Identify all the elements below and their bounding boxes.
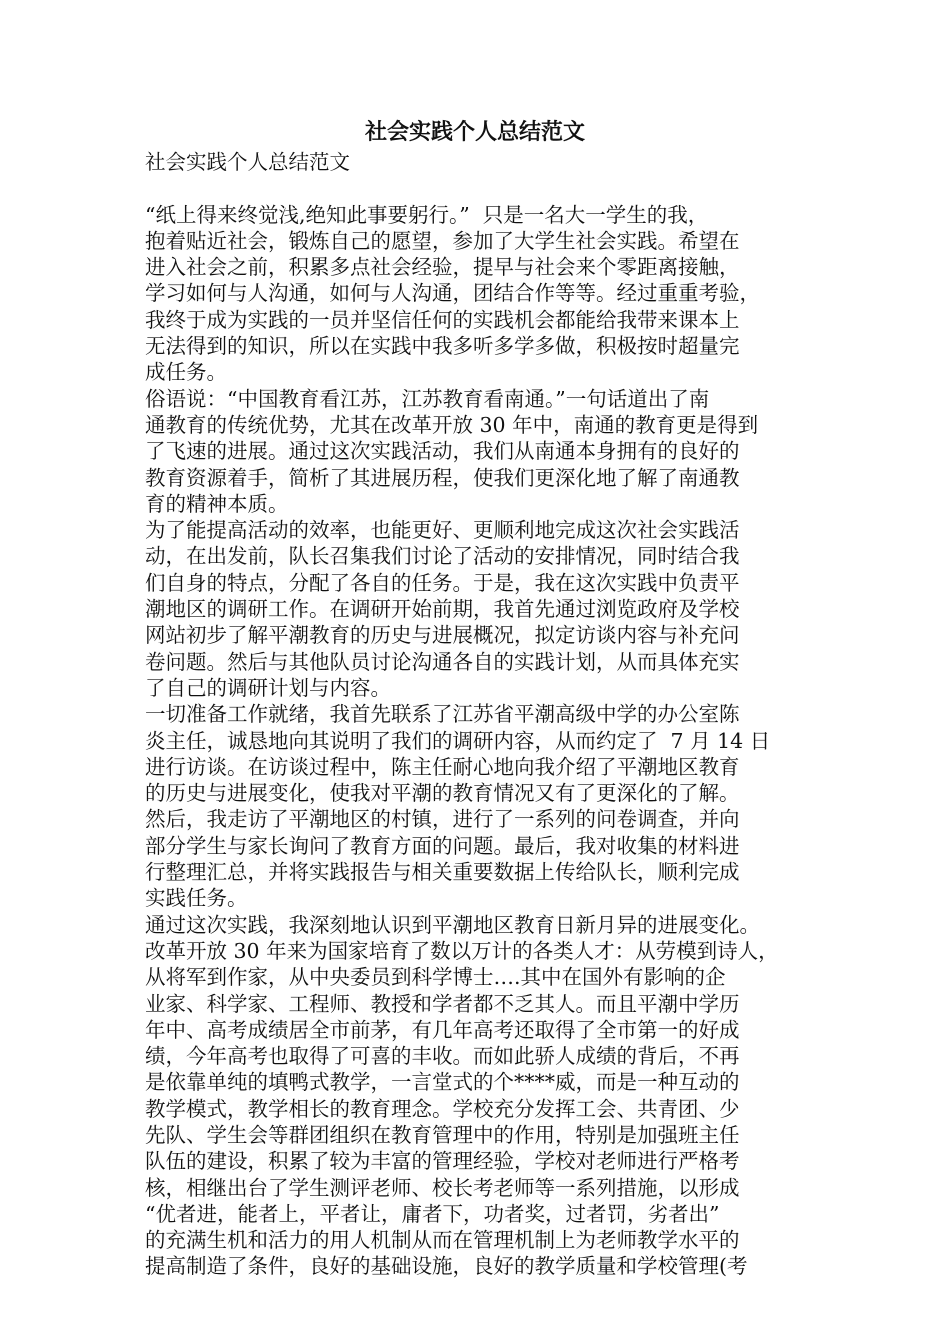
paragraph-line: 抱着贴近社会，锻炼自己的愿望，参加了大学生社会实践。希望在 <box>145 228 740 253</box>
paragraph-line: 的充满生机和活力的用人机制从而在管理机制上为老师教学水平的 <box>145 1228 740 1253</box>
paragraph-line: 网站初步了解平潮教育的历史与进展概况，拟定访谈内容与补充问 <box>145 623 740 648</box>
paragraph-line: 无法得到的知识，所以在实践中我多听多学多做，积极按时超量完 <box>145 334 740 359</box>
paragraph <box>145 912 815 1280</box>
paragraph-line: 俗语说：“中国教育看江苏，江苏教育看南通。”一句话道出了南 <box>145 386 710 411</box>
paragraph-line: 部分学生与家长询问了教育方面的问题。最后，我对收集的材料进 <box>145 833 740 858</box>
paragraph-line: 我终于成为实践的一员并坚信任何的实践机会都能给我带来课本上 <box>145 307 740 332</box>
paragraph-line: 从将军到作家，从中央委员到科学博士….其中在国外有影响的企 <box>145 965 726 990</box>
paragraph-line: 年中、高考成绩居全市前茅，有几年高考还取得了全市第一的好成 <box>145 1017 740 1042</box>
paragraph-line: 卷问题。然后与其他队员讨论沟通各自的实践计划，从而具体充实 <box>145 649 740 674</box>
paragraph-line: 炎主任，诚恳地向其说明了我们的调研内容，从而约定了 7 月 14 日 <box>145 728 771 753</box>
paragraph <box>145 386 815 517</box>
paragraph-line: 核，相继出台了学生测评老师、校长考老师等一系列措施，以形成 <box>145 1175 740 1200</box>
paragraph-line: 动，在出发前，队长召集我们讨论了活动的安排情况，同时结合我 <box>145 544 740 569</box>
paragraph-line: 为了能提高活动的效率，也能更好、更顺利地完成这次社会实践活 <box>145 518 740 543</box>
paragraph-line: 进入社会之前，积累多点社会经验，提早与社会来个零距离接触， <box>145 255 740 280</box>
paragraph-line: 提高制造了条件，良好的基础设施，良好的教学质量和学校管理(考 <box>145 1254 748 1279</box>
paragraph-line: 育的精神本质。 <box>145 491 289 516</box>
paragraph-line: “纸上得来终觉浅,绝知此事要躬行。” 只是一名大一学生的我， <box>145 202 709 227</box>
paragraph-line: 业家、科学家、工程师、教授和学者都不乏其人。而且平潮中学历 <box>145 991 740 1016</box>
paragraph <box>145 202 815 386</box>
paragraph-line: 潮地区的调研工作。在调研开始前期，我首先通过浏览政府及学校 <box>145 597 740 622</box>
paragraph-line: 是依靠单纯的填鸭式教学，一言堂式的个****威，而是一种互动的 <box>145 1070 740 1095</box>
blank-line <box>145 175 815 201</box>
document-body <box>145 149 815 1280</box>
paragraph-line: 一切准备工作就绪，我首先联系了江苏省平潮高级中学的办公室陈 <box>145 702 740 727</box>
paragraph-line: 们自身的特点，分配了各自的任务。于是，我在这次实践中负责平 <box>145 570 740 595</box>
paragraph-line: 教学模式，教学相长的教育理念。学校充分发挥工会、共青团、少 <box>145 1096 740 1121</box>
paragraph-line: 进行访谈。在访谈过程中，陈主任耐心地向我介绍了平潮地区教育 <box>145 754 740 779</box>
paragraph <box>145 701 815 911</box>
paragraph-line: 学习如何与人沟通，如何与人沟通，团结合作等等。经过重重考验， <box>145 281 760 306</box>
paragraph-line: 改革开放 30 年来为国家培育了数以万计的各类人才：从劳模到诗人， <box>145 938 779 963</box>
paragraph-line: 成任务。 <box>145 360 227 385</box>
paragraph-line: 了飞速的进展。通过这次实践活动，我们从南通本身拥有的良好的 <box>145 439 740 464</box>
paragraph-line: 队伍的建设，积累了较为丰富的管理经验，学校对老师进行严格考 <box>145 1149 740 1174</box>
paragraph-line: 了自己的调研计划与内容。 <box>145 675 391 700</box>
paragraph-line: 通教育的传统优势，尤其在改革开放 30 年中，南通的教育更是得到 <box>145 412 759 437</box>
document-subtitle: 社会实践个人总结范文 <box>145 150 350 174</box>
paragraph-line: 的历史与进展变化，使我对平潮的教育情况又有了更深化的了解。 <box>145 781 740 806</box>
paragraph <box>145 517 815 701</box>
paragraph-line: “优者进，能者上，平者让，庸者下，功者奖，过者罚，劣者出” <box>145 1201 720 1226</box>
paragraph-line: 通过这次实践，我深刻地认识到平潮地区教育日新月异的进展变化。 <box>145 912 760 937</box>
paragraph-line: 实践任务。 <box>145 886 248 911</box>
paragraph-line: 然后，我走访了平潮地区的村镇，进行了一系列的问卷调查，并向 <box>145 807 740 832</box>
document-title: 社会实践个人总结范文 <box>364 119 585 145</box>
paragraph-line: 绩，今年高考也取得了可喜的丰收。而如此骄人成绩的背后，不再 <box>145 1044 740 1069</box>
paragraph-line: 先队、学生会等群团组织在教育管理中的作用，特别是加强班主任 <box>145 1122 740 1147</box>
paragraph-line: 行整理汇总，并将实践报告与相关重要数据上传给队长，顺利完成 <box>145 860 740 885</box>
paragraph-line: 教育资源着手，简析了其进展历程，使我们更深化地了解了南通教 <box>145 465 740 490</box>
